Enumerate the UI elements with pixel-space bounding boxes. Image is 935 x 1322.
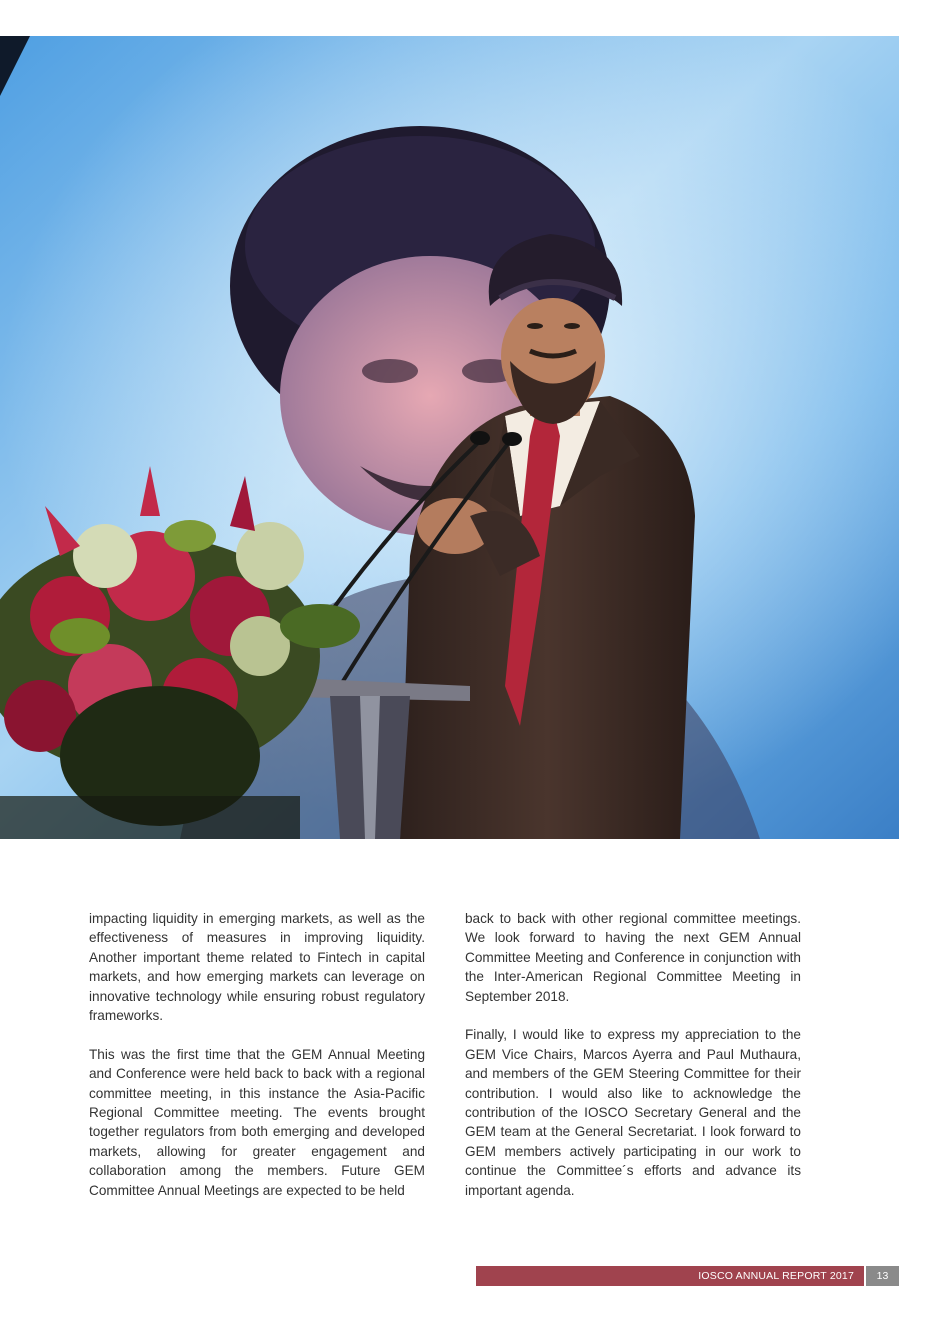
footer-bar — [476, 1266, 864, 1286]
paragraph: impacting liquidity in emerging markets, as well as the effectiveness of measures in improving liquidity. Another important theme related to Fintech in capital markets, and how emerging markets can leverage on innovative technology while ensuring robust regulatory frameworks. — [89, 911, 425, 1024]
paragraph: back to back with other regional committee meetings. We look forward to having the next GEM Annual Committee Meeting and Conference in conjunction with the Inter-American Regional Committee Meeting in September 2018. — [465, 911, 801, 1004]
paragraph: This was the first time that the GEM Annual Meeting and Conference were held back to back with a regional committee meeting, in this instance the Asia-Pacific Regional Committee meeting. The events brought together regulators from both emerging and developed markets, allowing for greater engagement and collaboration among the members. Future GEM Committee Annual Meetings are expected to be held — [89, 1046, 425, 1198]
page-number: 13 — [866, 1266, 899, 1286]
body-right-column — [465, 909, 801, 1200]
speaker-photo — [0, 36, 899, 839]
footer-report-title: IOSCO ANNUAL REPORT 2017 — [698, 1270, 854, 1282]
speaker-photo-illustration — [0, 36, 899, 839]
paragraph: Finally, I would like to express my appreciation to the GEM Vice Chairs, Marcos Ayerra and Paul Muthaura, and members of the GEM Steering Committee for their contribution. I would also like to acknowledge the contribution of the IOSCO Secretary General and the GEM team at the General Secretariat. I look forward to GEM members actively participating in our work to continue the Committee´s efforts and advance its important agenda. — [465, 1027, 801, 1198]
body-left-column — [89, 909, 425, 1200]
